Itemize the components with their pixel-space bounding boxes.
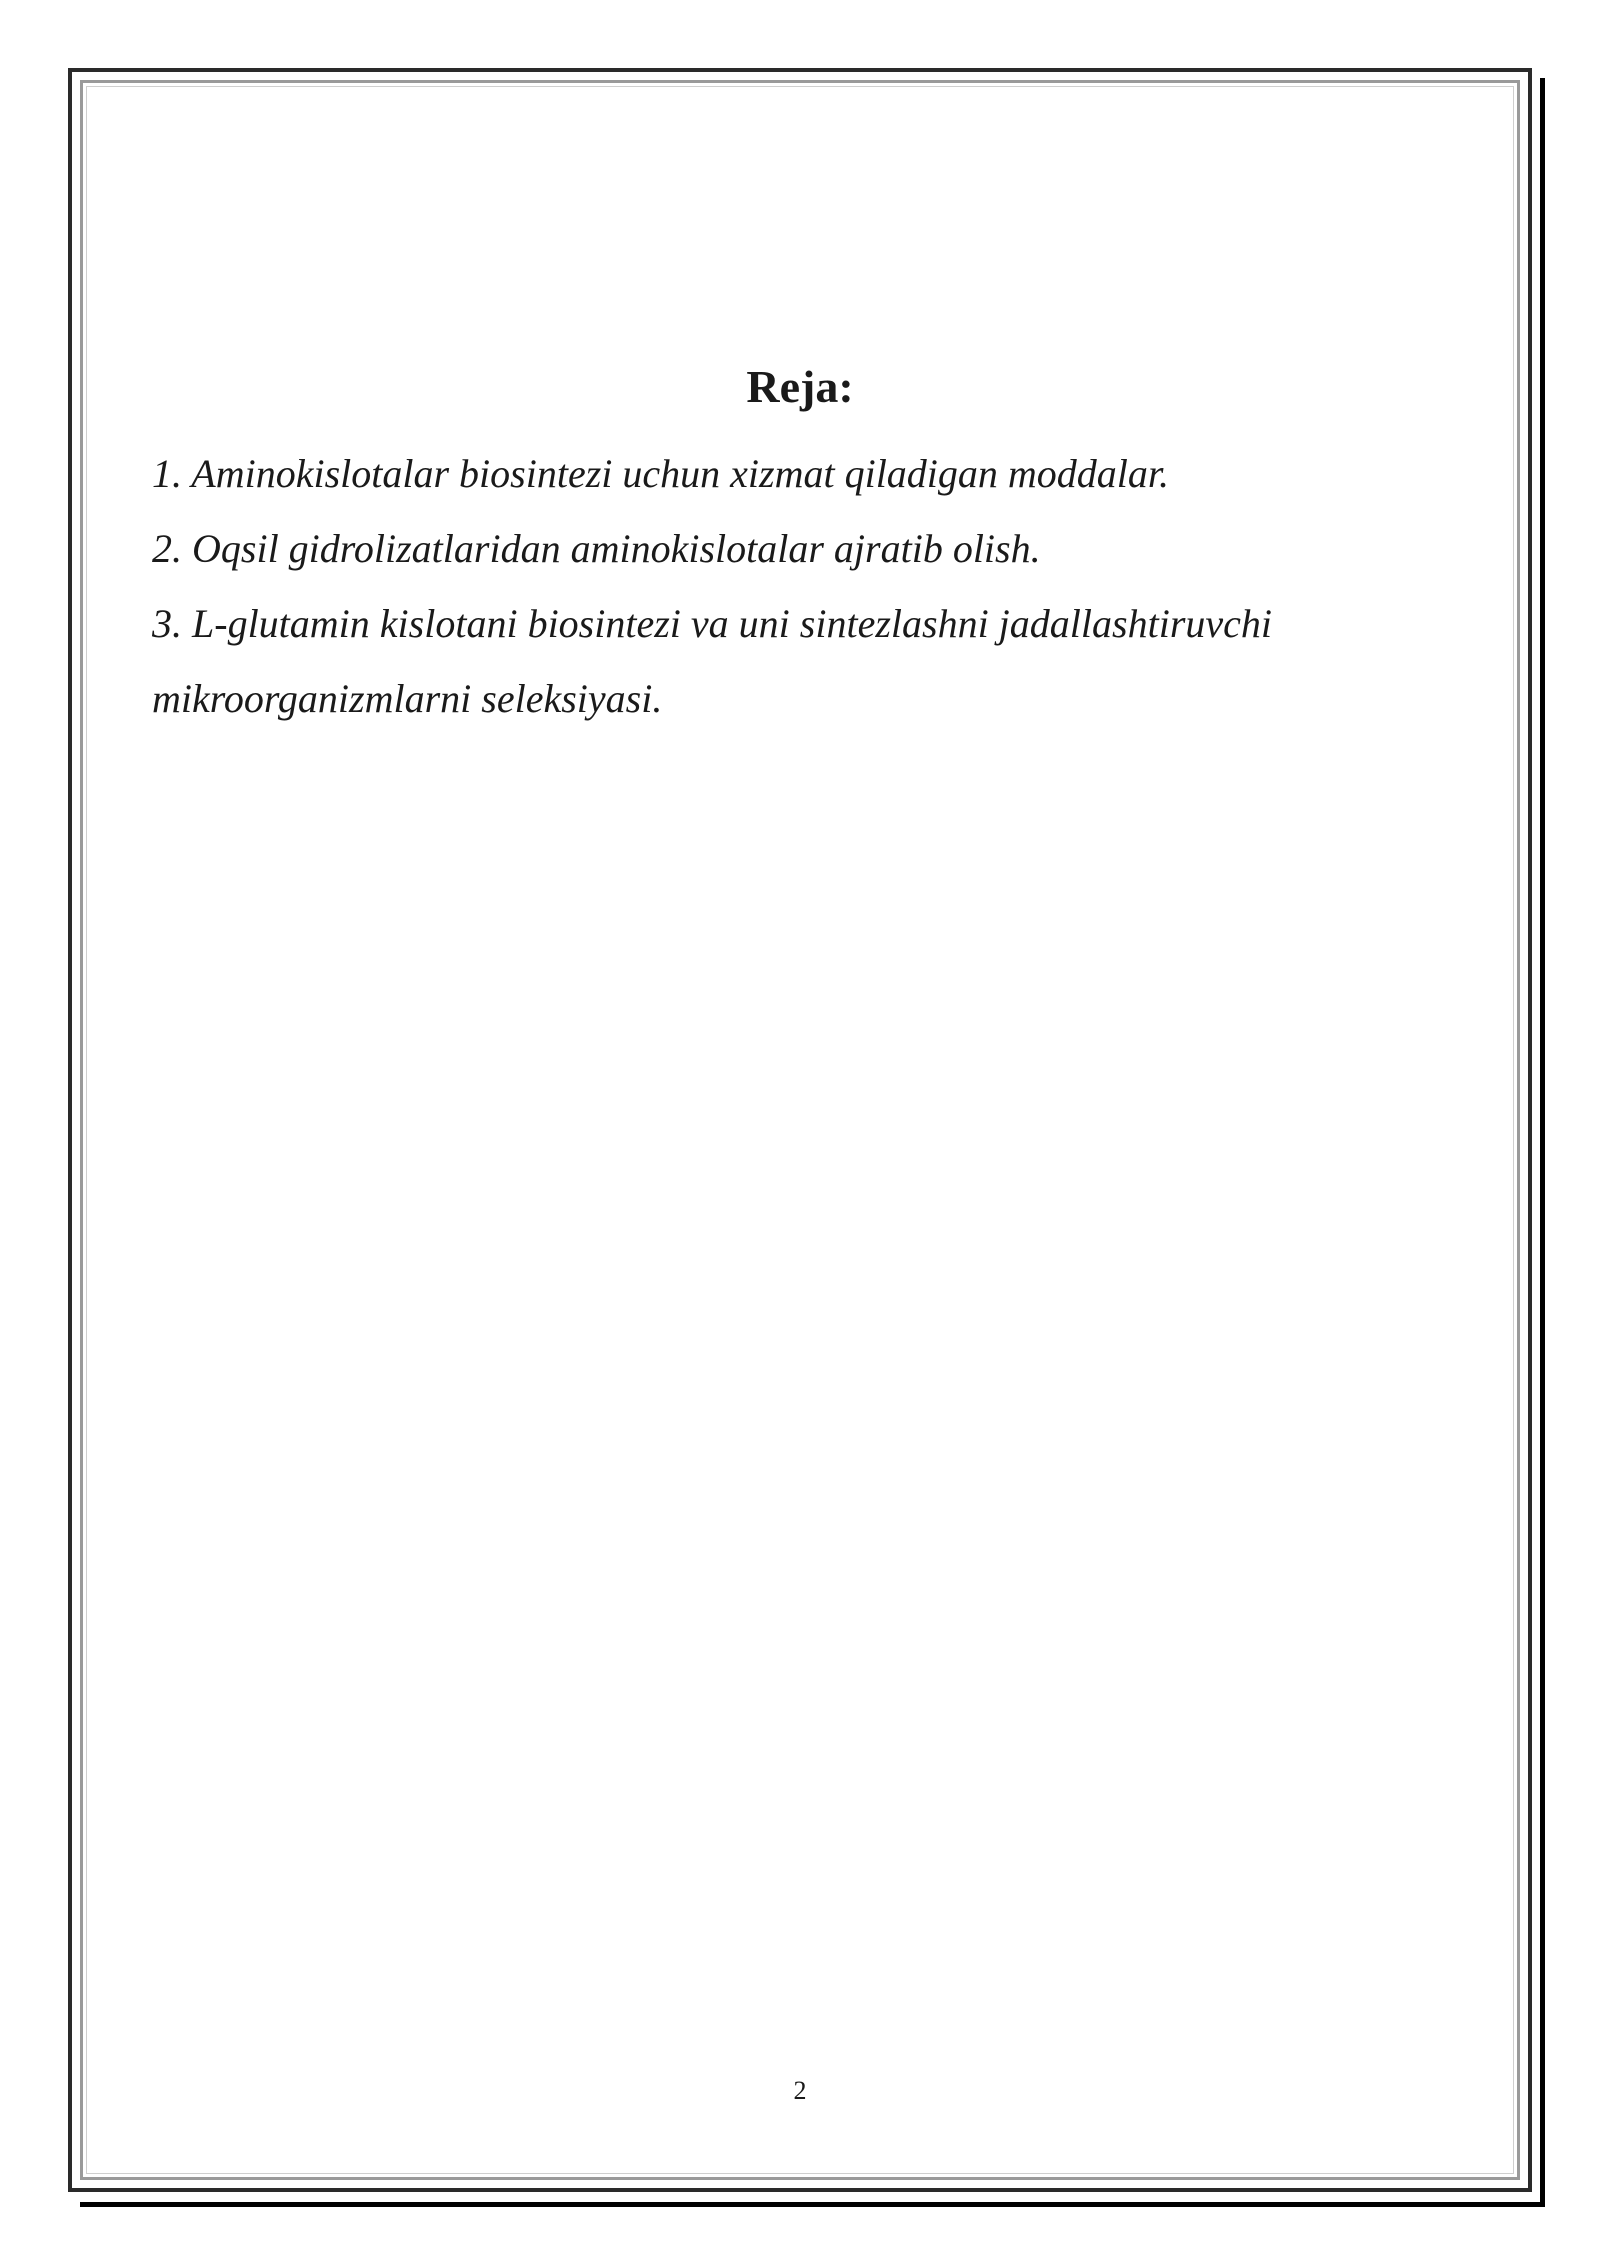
page-content: [152, 352, 1448, 736]
plan-list: [152, 436, 1448, 736]
plan-item-1: 1. Aminokislotalar biosintezi uchun xizmat qiladigan moddalar.: [152, 451, 1170, 496]
plan-item-2: 2. Oqsil gidrolizatlaridan aminokislotalar ajratib olish.: [152, 526, 1041, 571]
plan-item-3: 3. L-glutamin kislotani biosintezi va uni sintezlashni jadallashtiruvchi mikroorganizmlarni seleksiyasi.: [152, 601, 1272, 721]
page-number: 2: [793, 2076, 807, 2105]
page-title: Reja:: [746, 361, 854, 412]
